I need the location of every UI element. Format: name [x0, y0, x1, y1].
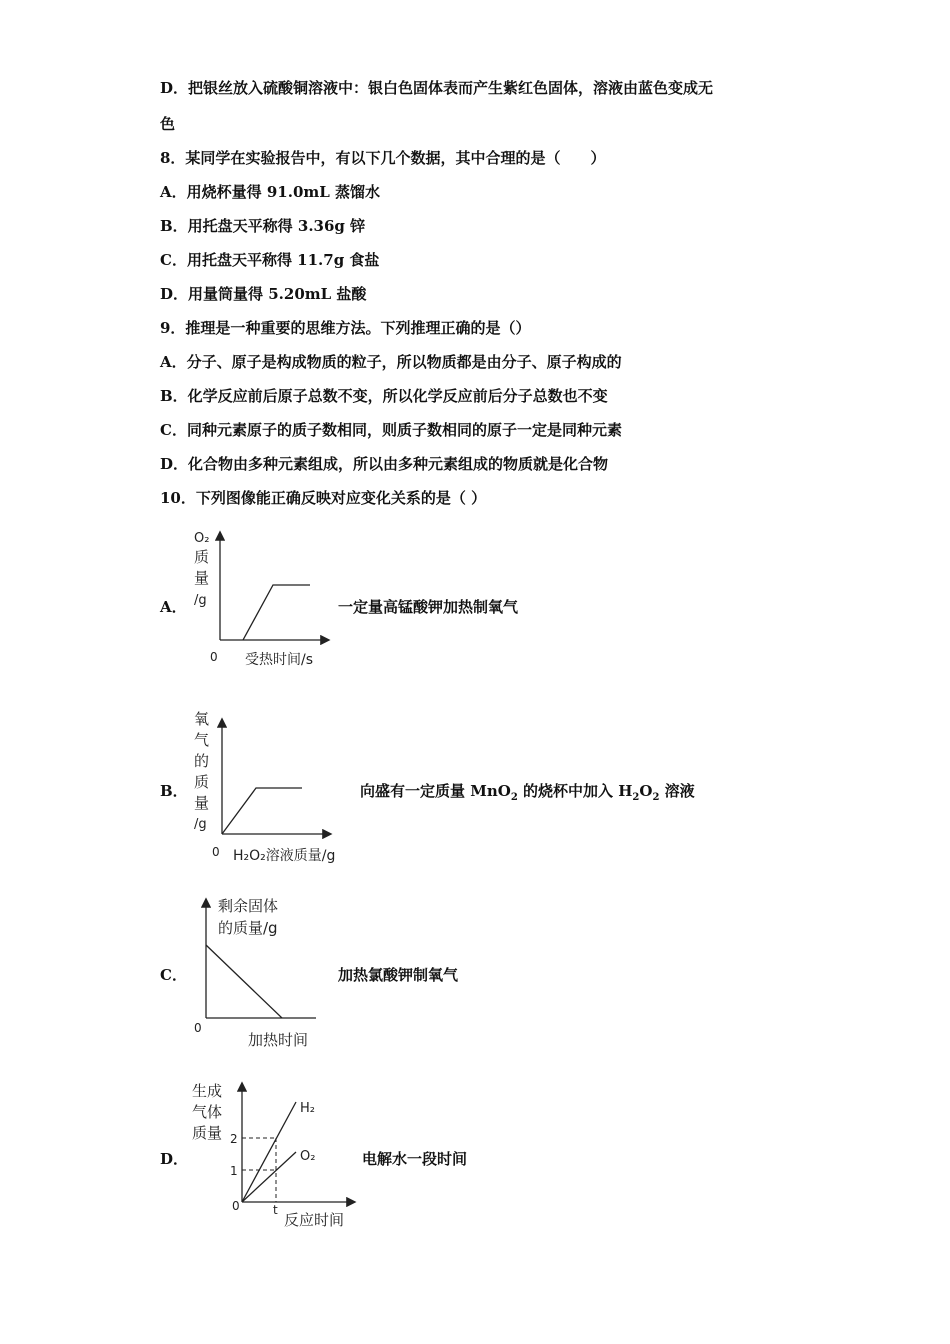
q9-option-c: C．同种元素原子的质子数相同，则质子数相同的原子一定是同种元素 [160, 421, 622, 439]
caption-sub-3: 2 [652, 792, 660, 803]
y-label-2: 的质量/g [218, 919, 278, 937]
y-label-2: 质 [194, 548, 210, 566]
q9-option-b: B．化学反应前后原子总数不变，所以化学反应前后分子总数也不变 [160, 387, 608, 405]
y-label-2: 气 [194, 731, 210, 749]
q10-option-b-caption [360, 780, 695, 803]
q10-graph-a [188, 525, 338, 675]
q10-graph-d [188, 1076, 360, 1232]
y-label-6: /g [194, 817, 207, 832]
caption-part-1: 向盛有一定质量 MnO [360, 782, 511, 800]
y-label-3: 质量 [192, 1124, 223, 1142]
origin-label: 0 [212, 845, 220, 859]
q10-option-a-letter: A． [160, 598, 187, 616]
tick-1-label: 1 [230, 1164, 238, 1178]
origin-label: 0 [194, 1021, 202, 1035]
tick-2-label: 2 [230, 1132, 238, 1146]
q9-stem: 9．推理是一种重要的思维方法。下列推理正确的是（） [160, 319, 531, 337]
q10-option-a-caption: 一定量高锰酸钾加热制氧气 [338, 598, 519, 616]
q8-option-c: C．用托盘天平称得 11.7g 食盐 [160, 251, 380, 269]
q10-option-d-letter: D． [160, 1150, 189, 1168]
origin-label: 0 [232, 1199, 240, 1213]
x-label: 加热时间 [248, 1031, 309, 1049]
o2-curve [243, 585, 310, 640]
q7-option-d-line1: D．把银丝放入硫酸铜溶液中：银白色固体表而产生紫红色固体，溶液由蓝色变成无 [160, 79, 714, 97]
q9-option-a: A．分子、原子是构成物质的粒子，所以物质都是由分子、原子构成的 [160, 353, 622, 371]
q9-option-d: D．化合物由多种元素组成，所以由多种元素组成的物质就是化合物 [160, 455, 609, 473]
o2-label: O₂ [300, 1149, 316, 1164]
origin-label: 0 [210, 650, 218, 664]
y-label-1: 生成 [192, 1082, 223, 1100]
o2-curve [222, 788, 302, 834]
q10-option-c-letter: C． [160, 966, 187, 984]
q8-option-b: B．用托盘天平称得 3.36g 锌 [160, 217, 366, 235]
q10-graph-c [188, 890, 338, 1052]
caption-sub-2: 2 [632, 792, 640, 803]
y-label-4: /g [194, 593, 207, 608]
q10-stem: 10．下列图像能正确反映对应变化关系的是（ ） [160, 489, 487, 507]
o2-line [242, 1152, 296, 1202]
y-label-3: 的 [194, 752, 210, 770]
q10-option-d-caption: 电解水一段时间 [362, 1150, 468, 1168]
q10-graph-b [188, 706, 358, 868]
y-label-1: O₂ [194, 531, 210, 546]
q10-option-c-caption: 加热氯酸钾制氧气 [338, 966, 459, 984]
tick-t-label: t [273, 1203, 278, 1217]
q8-option-a: A．用烧杯量得 91.0mL 蒸馏水 [160, 183, 381, 201]
solid-mass-line [206, 945, 282, 1018]
q10-option-b-letter: B． [160, 782, 188, 800]
y-label-1: 氧 [194, 710, 210, 728]
q8-option-d: D．用量筒量得 5.20mL 盐酸 [160, 285, 367, 303]
caption-part-4: 溶液 [659, 782, 695, 800]
caption-part-3: O [639, 782, 653, 800]
h2-label: H₂ [300, 1101, 315, 1116]
y-label-2: 气体 [192, 1103, 223, 1121]
y-label-3: 量 [194, 569, 210, 587]
x-label: 反应时间 [284, 1211, 345, 1229]
h2-line [242, 1102, 296, 1202]
y-label-1: 剩余固体 [218, 897, 279, 915]
caption-part-2: 的烧杯中加入 H [517, 782, 633, 800]
q8-stem: 8．某同学在实验报告中，有以下几个数据，其中合理的是（ ） [160, 149, 606, 167]
y-label-5: 量 [194, 794, 210, 812]
x-label: H₂O₂溶液质量/g [233, 848, 336, 864]
q7-option-d-line2: 色 [160, 115, 176, 133]
y-label-4: 质 [194, 773, 210, 791]
caption-sub-1: 2 [510, 792, 518, 803]
x-label: 受热时间/s [245, 652, 314, 668]
